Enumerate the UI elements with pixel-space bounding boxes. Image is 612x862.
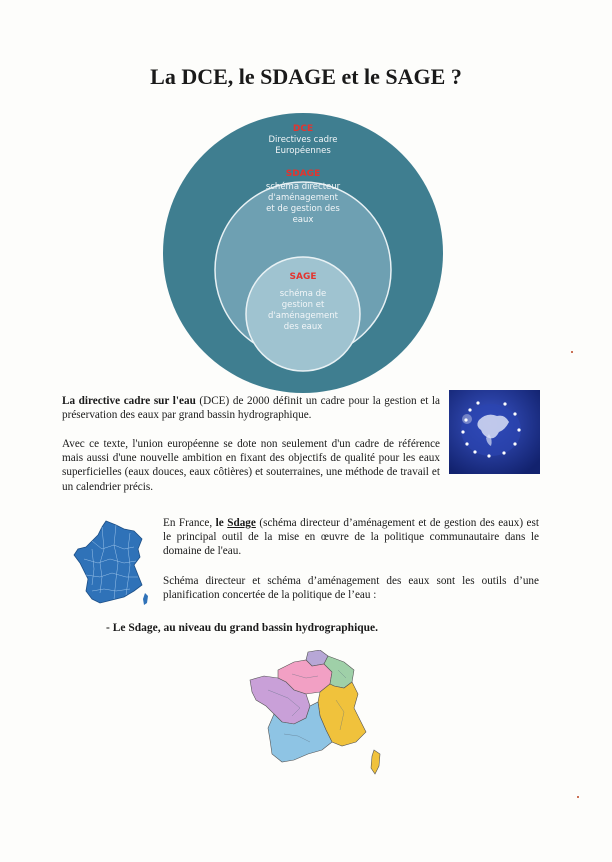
france-paragraph (163, 516, 539, 559)
dce-intro-bold: La directive cadre sur l'eau (62, 395, 196, 407)
sdage-text-4: eaux (292, 215, 314, 225)
dce-heading: DCE (292, 124, 314, 134)
sage-label (243, 272, 363, 333)
sage-text-4: des eaux (283, 322, 323, 332)
sdage-label (233, 169, 373, 226)
sage-heading: SAGE (289, 272, 317, 282)
scan-speck (571, 351, 573, 353)
dce-label (233, 124, 373, 157)
sage-text-1: schéma de (279, 289, 327, 299)
dce-intro-paragraph (62, 394, 440, 422)
bullet-sdage: - Le Sdage, au niveau du grand bassin hydrographique. (106, 622, 379, 634)
sdage-heading: SDAGE (285, 169, 321, 179)
eu-globe-image (449, 390, 540, 474)
sdage-text-3: et de gestion des (266, 204, 340, 214)
france-le: le (215, 517, 228, 529)
france-pre: En France, (163, 517, 216, 529)
france-departments-map (72, 519, 152, 607)
page-title: La DCE, le SDAGE et le SAGE ? (150, 64, 462, 89)
nested-circles-diagram (162, 112, 444, 394)
eu-paragraph: Avec ce texte, l'union européenne se dote non seulement d'un cadre de référence mais aussi d'une nouvelle ambition en fixant des objectifs de qualité pour les eaux superficielles (eaux douces, eaux côtières) et souterraines, une méthode de travail et un calendrier précis. (62, 438, 440, 493)
schema-paragraph: Schéma directeur et schéma d’aménagement des eaux sont les outils d’une planification concertée de la politique de l’eau : (163, 575, 539, 602)
dce-text-1: Directives cadre (268, 135, 338, 145)
sdage-text-1: schéma directeur (265, 182, 341, 192)
france-hydrographic-basins-map (248, 650, 390, 780)
sdage-text-2: d'aménagement (268, 193, 338, 203)
dce-intro-rest: (DCE) de 2000 définit un cadre pour la gestion et la préservation des eaux par grand bassin hydrographique. (62, 395, 440, 422)
france-rest: (schéma directeur d’aménagement et de gestion des eaux) est le principal outil de la mise en œuvre de la politique communautaire dans le domaine de l'eau. (163, 517, 539, 558)
france-sdage: Sdage (227, 517, 256, 529)
scan-speck (577, 796, 579, 798)
sage-text-2: gestion et (281, 300, 325, 310)
dce-text-2: Européennes (275, 146, 331, 156)
sage-text-3: d'aménagement (268, 311, 338, 321)
